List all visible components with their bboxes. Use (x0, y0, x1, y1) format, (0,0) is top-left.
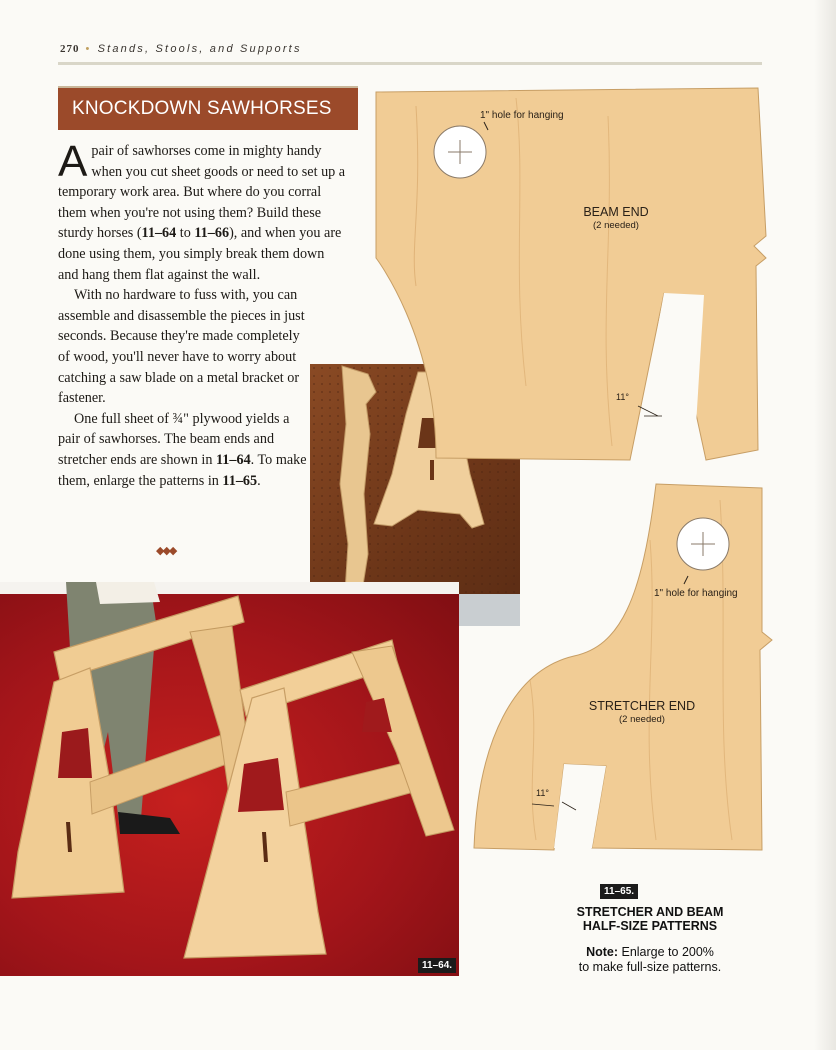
page-number: 270 (60, 43, 80, 55)
drop-cap: A (58, 137, 88, 186)
separator-dot: • (85, 43, 92, 55)
stretcher-end-pattern (470, 480, 774, 858)
stretcher-angle-label: 11° (536, 788, 549, 798)
caption-note (500, 945, 800, 975)
p3-text-c: . (257, 472, 261, 489)
figure-ref: 11–64 (215, 451, 251, 468)
running-title: Stands, Stools, and Supports (97, 43, 302, 55)
beam-end-count: (2 needed) (593, 220, 639, 231)
header-rule (58, 62, 762, 65)
p3-text-a: One full sheet of ¾" plywood yields a pair of sawhorses. The beam ends and stretcher ends are shown in (58, 410, 290, 468)
note-line-2: to make full-size patterns. (578, 960, 722, 974)
beam-angle-label: 11° (616, 392, 629, 402)
section-title: KNOCKDOWN SAWHORSES (58, 88, 358, 130)
note-label: Note: (586, 945, 619, 959)
beam-end-pattern (376, 86, 772, 464)
figure-caption (500, 905, 800, 975)
stretcher-end-title: STRETCHER END (588, 699, 696, 713)
figure-ref: 11–66 (194, 225, 230, 242)
figure-tag-11-65: 11–65. (600, 884, 638, 899)
article-body (58, 137, 348, 491)
p1-text-b: ), and when you are done using them, you simply break them down and hang them flat against the wall. (58, 225, 342, 283)
running-header (60, 43, 302, 55)
section-end-ornament: ◆◆◆ (156, 545, 176, 557)
figure-tag-11-64: 11–64. (418, 958, 456, 973)
p1-to: to (176, 225, 195, 242)
figure-ref: 11–65 (222, 472, 258, 489)
paragraph-1 (58, 137, 348, 285)
page-edge-shadow (814, 0, 836, 1050)
p3-text-b: . To make them, enlarge the patterns in (58, 451, 307, 489)
caption-title-line-1: STRETCHER AND BEAM (576, 905, 724, 919)
paragraph-2: With no hardware to fuss with, you can assemble and disassemble the pieces in just seconds. Because they're made completely of wood, you'll never have to worry about catching a saw blade on a metal bracket or fastener. (58, 287, 305, 407)
photo-assembled-sawhorses (0, 582, 459, 976)
caption-title-line-2: HALF-SIZE PATTERNS (582, 919, 718, 933)
paragraph-3 (58, 409, 308, 491)
figure-ref: 11–64 (141, 225, 177, 242)
beam-hole-label: 1" hole for hanging (480, 110, 564, 121)
stretcher-end-count: (2 needed) (619, 714, 665, 725)
sawhorses-illustration (0, 582, 459, 976)
stretcher-hole-label: 1" hole for hanging (654, 588, 738, 599)
beam-end-title: BEAM END (583, 205, 649, 219)
p1-text-a: pair of sawhorses come in mighty handy when you cut sheet goods or need to set up a temporary work area. But where do you corral them when you're not using them? Build these sturdy horses ( (58, 143, 346, 242)
note-text: Enlarge to 200% (618, 945, 714, 959)
